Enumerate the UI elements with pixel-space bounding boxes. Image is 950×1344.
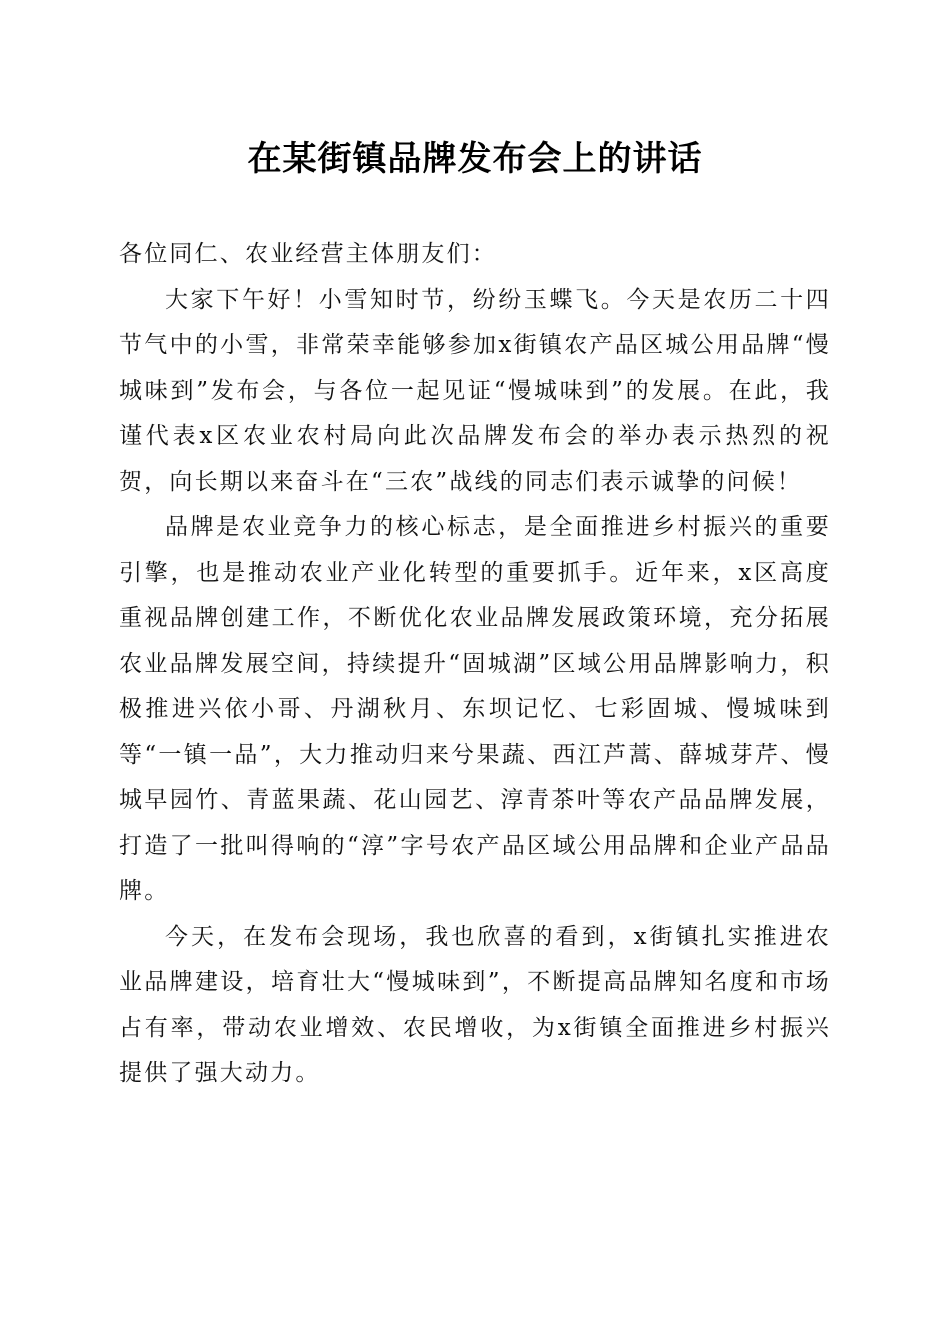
paragraph-3: 今天，在发布会现场，我也欣喜的看到，x街镇扎实推进农业品牌建设，培育壮大“慢城味到”，不断提高品牌知名度和市场占有率，带动农业增效、农民增收，为x街镇全面推进乡村振兴提供了强大动力。 [119, 923, 831, 1086]
document-title: 在某街镇品牌发布会上的讲话 [247, 139, 703, 179]
paragraph-2: 品牌是农业竞争力的核心标志，是全面推进乡村振兴的重要引擎，也是推动农业产业化转型的重要抓手。近年来，x区高度重视品牌创建工作，不断优化农业品牌发展政策环境，充分拓展农业品牌发展空间，持续提升“固城湖”区域公用品牌影响力，积极推进兴依小哥、丹湖秋月、东坝记忆、七彩固城、慢城味到等“一镇一品”，大力推动归来兮果蔬、西江芦蒿、薛城芽芹、慢城早园竹、青蓝果蔬、花山园艺、淳青茶叶等农产品品牌发展，打造了一批叫得响的“淳”字号农产品区域公用品牌和企业产品品牌。 [119, 514, 831, 904]
document-body [119, 232, 831, 1097]
paragraph-1: 大家下午好！小雪知时节，纷纷玉蝶飞。今天是农历二十四节气中的小雪，非常荣幸能够参加x街镇农产品区城公用品牌“慢城味到”发布会，与各位一起见证“慢城味到”的发展。在此，我谨代表x区农业农村局向此次品牌发布会的举办表示热烈的祝贺，向长期以来奋斗在“三农”战线的同志们表示诚挚的问候！ [119, 286, 831, 495]
salutation: 各位同仁、农业经营主体朋友们： [119, 241, 497, 267]
